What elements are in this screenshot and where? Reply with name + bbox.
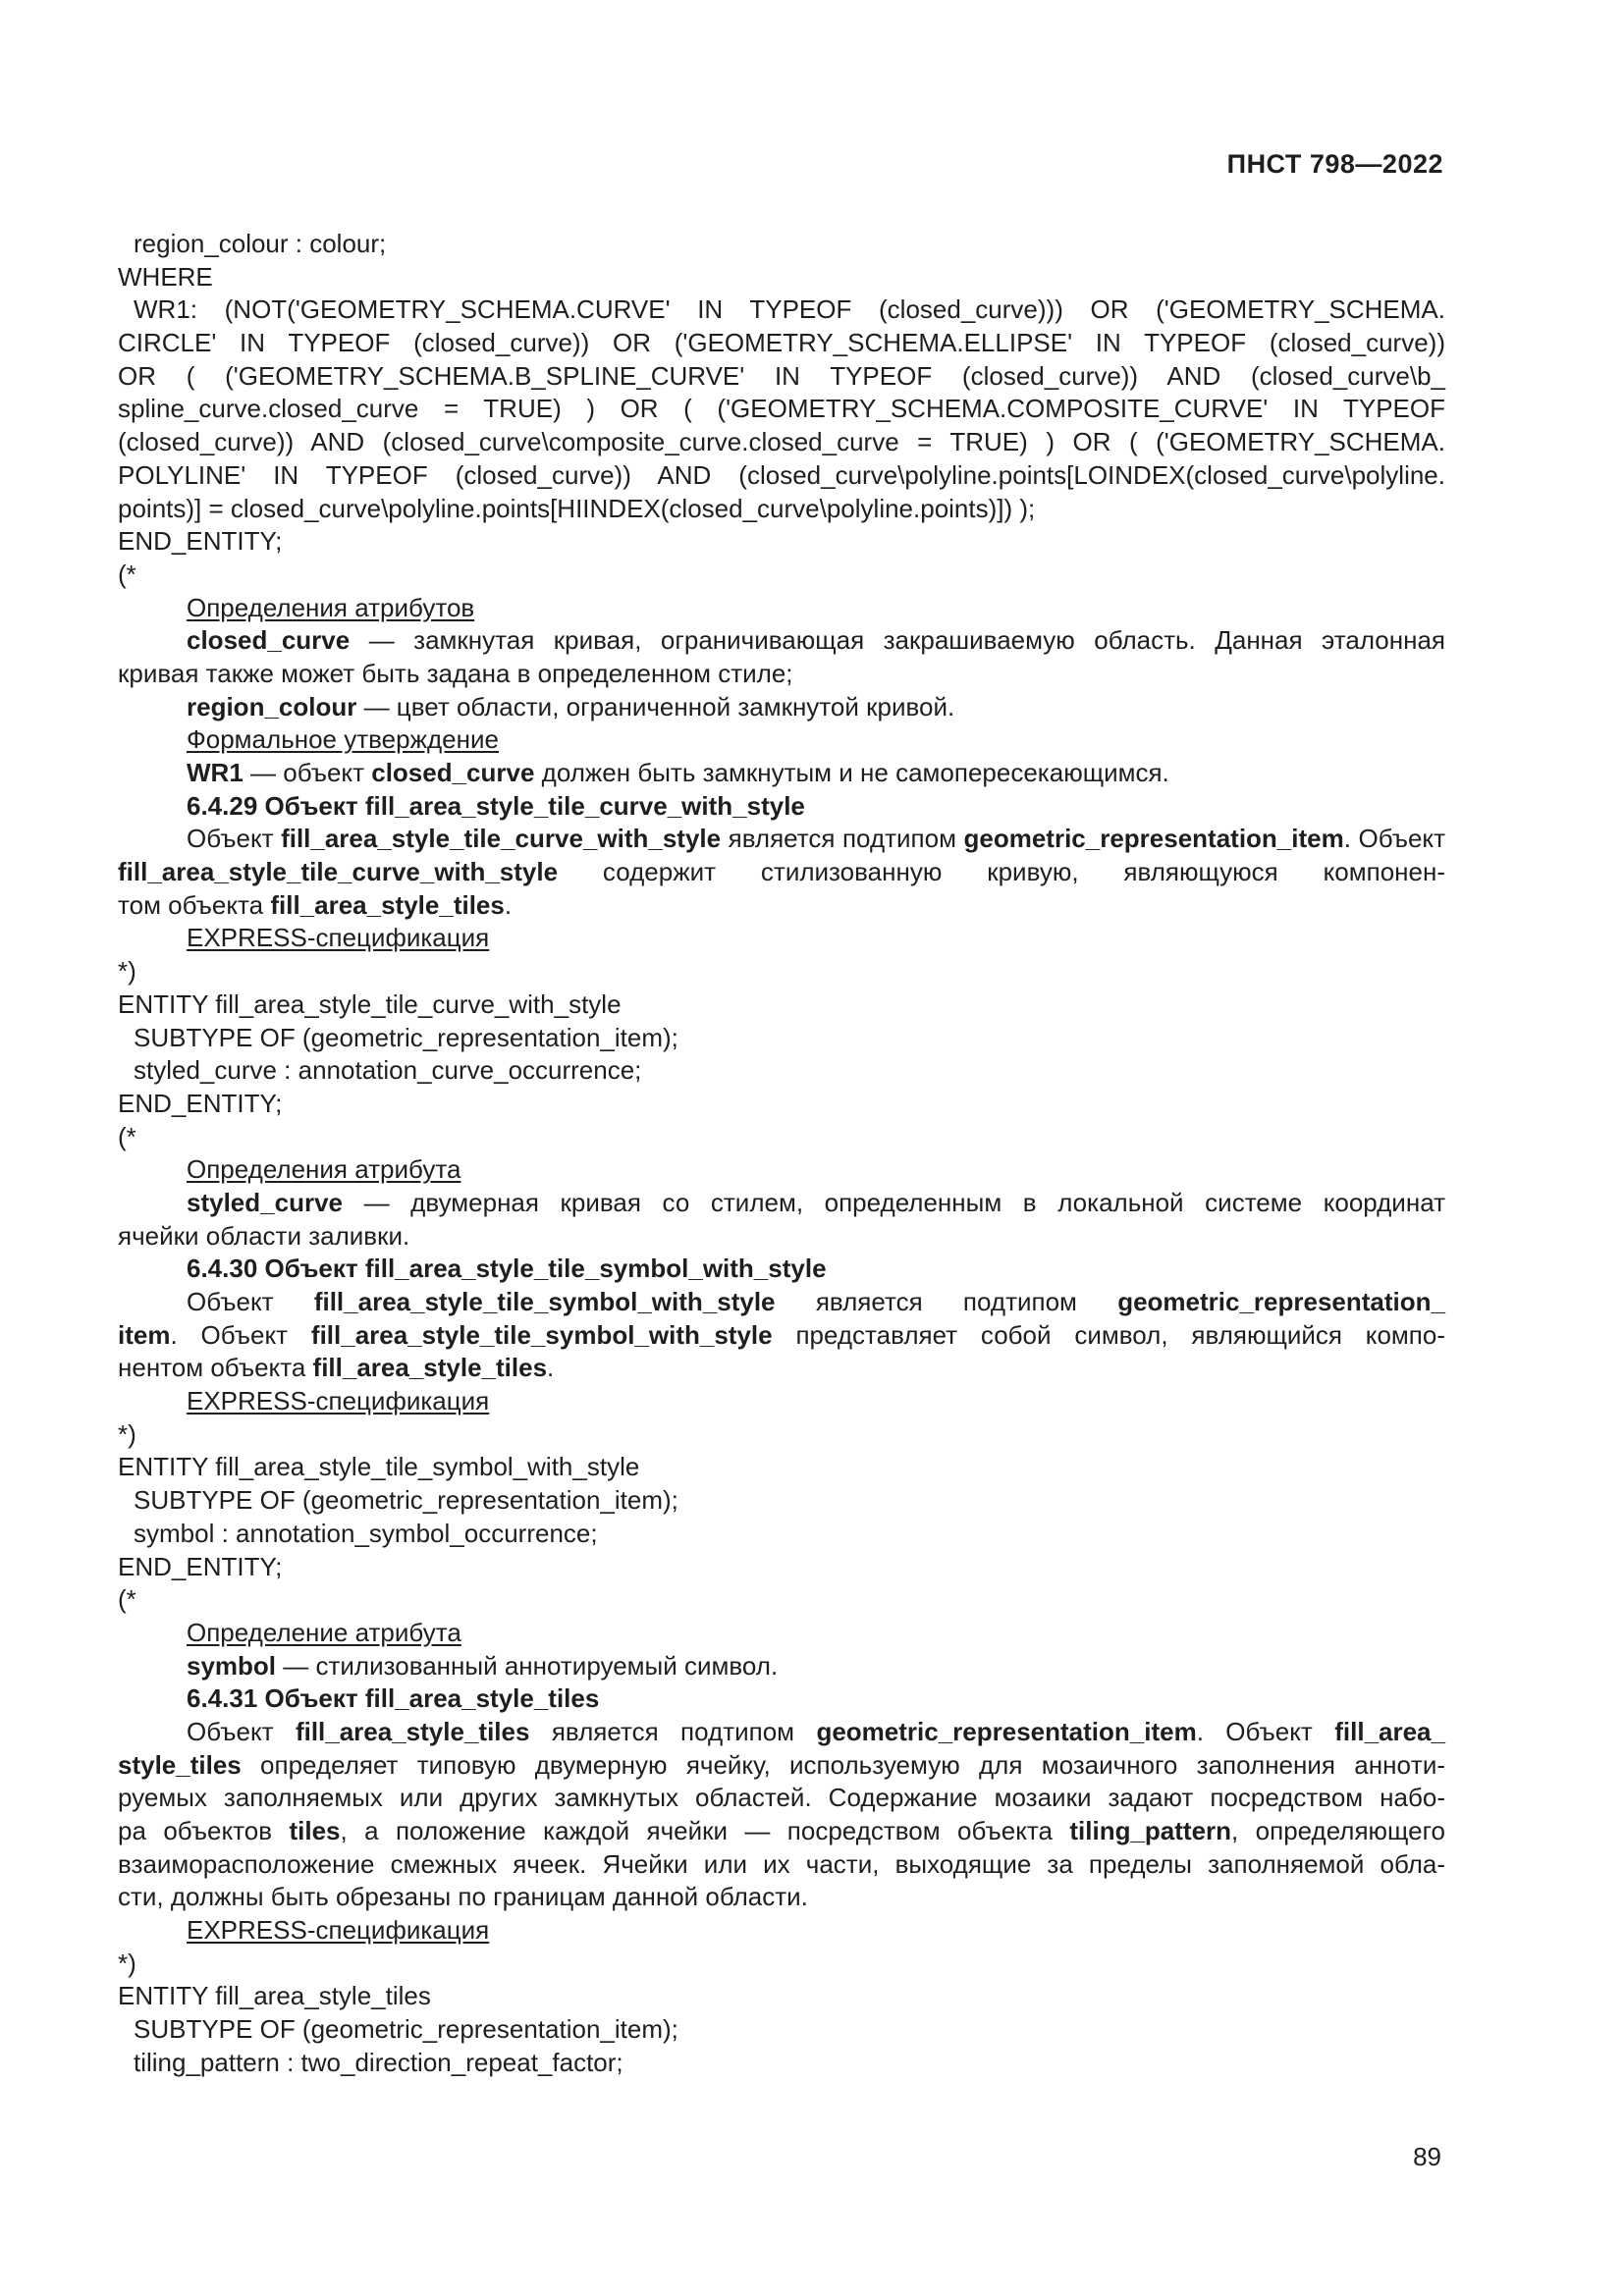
paragraph-line: Объект fill_area_style_tile_curve_with_style является подтипом geometric_representation_item. Объект — [187, 824, 1446, 854]
paragraph-line: ра объектов tiles, а положение каждой ячейки — посредством объекта tiling_pattern, определяющего — [118, 1816, 1445, 1845]
paragraph-line: Объект fill_area_style_tile_symbol_with_style является подтипом geometric_representation_ — [187, 1287, 1445, 1316]
code-line: spline_curve.closed_curve = TRUE) ) OR ( ('GEOMETRY_SCHEMA.COMPOSITE_CURVE' IN TYPEOF — [118, 394, 1445, 424]
paragraph-line: нентом объекта fill_area_style_tiles. — [118, 1353, 555, 1383]
paragraph-line: руемых заполняемых или других замкнутых областей. Содержание мозаики задают посредством набо- — [118, 1783, 1445, 1813]
formal-statement-heading: Формальное утверждение — [187, 724, 499, 755]
code-line: (* — [118, 559, 136, 589]
definition-line: WR1 — объект closed_curve должен быть замкнутым и не самопересекающимся. — [187, 758, 1169, 787]
attr-definition-heading: Определения атрибута — [187, 1154, 461, 1185]
page-number: 89 — [1413, 2142, 1441, 2171]
term: WR1 — [187, 758, 244, 787]
paragraph-line: fill_area_style_tile_curve_with_style содержит стилизованную кривую, являющуюся компонен- — [118, 857, 1445, 887]
term: region_colour — [187, 691, 357, 721]
express-spec-heading: EXPRESS-спецификация — [187, 1386, 490, 1416]
code-line: *) — [118, 1948, 136, 1978]
code-line: points)] = closed_curve\polyline.points[HIINDEX(closed_curve\polyline.points)]) ); — [118, 493, 1036, 523]
code-line: WHERE — [118, 261, 213, 292]
paragraph-line: Объект fill_area_style_tiles является подтипом geometric_representation_item. Объект fill_area_ — [187, 1716, 1445, 1746]
code-line: *) — [118, 956, 136, 987]
code-line: SUBTYPE OF (geometric_representation_item); — [134, 2014, 678, 2045]
code-line: SUBTYPE OF (geometric_representation_item); — [134, 1485, 678, 1516]
code-line: CIRCLE' IN TYPEOF (closed_curve)) OR ('GEOMETRY_SCHEMA.ELLIPSE' IN TYPEOF (closed_curve)) — [118, 328, 1445, 358]
code-line: END_ENTITY; — [118, 1551, 283, 1581]
express-spec-heading: EXPRESS-спецификация — [187, 1915, 490, 1946]
attr-definitions-heading: Определения атрибутов — [187, 592, 475, 622]
paragraph-line: том объекта fill_area_style_tiles. — [118, 889, 513, 920]
code-line: WR1: (NOT('GEOMETRY_SCHEMA.CURVE' IN TYPEOF (closed_curve))) OR ('GEOMETRY_SCHEMA. — [134, 294, 1445, 325]
section-heading: 6.4.30 Объект fill_area_style_tile_symbol_with_style — [187, 1254, 827, 1284]
code-line: (* — [118, 1121, 136, 1151]
section-heading: 6.4.29 Объект fill_area_style_tile_curve_with_style — [187, 790, 805, 821]
attr-definition-heading: Определение атрибута — [187, 1617, 461, 1647]
code-line: OR ( ('GEOMETRY_SCHEMA.B_SPLINE_CURVE' IN TYPEOF (closed_curve)) AND (closed_curve\b_ — [118, 360, 1445, 391]
code-line: (* — [118, 1584, 136, 1615]
paragraph-line: item. Объект fill_area_style_tile_symbol_with_style представляет собой символ, являющийся компо- — [118, 1319, 1445, 1350]
definition-line: closed_curve — замкнутая кривая, ограничивающая закрашиваемую область. Данная эталонная — [187, 625, 1445, 656]
definition-line: symbol — стилизованный аннотируемый символ. — [187, 1650, 779, 1681]
paragraph-line: взаиморасположение смежных ячеек. Ячейки или их части, выходящие за пределы заполняемой обла- — [118, 1848, 1445, 1879]
code-line: ENTITY fill_area_style_tiles — [118, 1981, 431, 2011]
definition-line: кривая также может быть задана в определенном стиле; — [118, 658, 793, 688]
paragraph-line: style_tiles определяет типовую двумерную ячейку, используемую для мозаичного заполнения аннoти- — [118, 1749, 1445, 1780]
code-line: styled_curve : annotation_curve_occurrence; — [134, 1055, 642, 1086]
definition-line: region_colour — цвет области, ограниченной замкнутой кривой. — [187, 691, 955, 721]
code-line: (closed_curve)) AND (closed_curve\composite_curve.closed_curve = TRUE) ) OR ( ('GEOMETRY_SCHEMA. — [118, 427, 1445, 457]
definition-line: ячейки области заливки. — [118, 1220, 410, 1251]
code-line: ENTITY fill_area_style_tile_curve_with_style — [118, 988, 622, 1019]
code-line: SUBTYPE OF (geometric_representation_item); — [134, 1022, 678, 1052]
code-line: END_ENTITY; — [118, 526, 283, 557]
code-line: region_colour : colour; — [134, 229, 387, 258]
code-line: POLYLINE' IN TYPEOF (closed_curve)) AND (closed_curve\polyline.points[LOINDEX(closed_curve\polyline. — [118, 459, 1445, 490]
section-heading: 6.4.31 Объект fill_area_style_tiles — [187, 1683, 600, 1714]
express-spec-heading: EXPRESS-спецификация — [187, 923, 490, 953]
code-line: END_ENTITY; — [118, 1088, 283, 1118]
term: closed_curve — [187, 625, 351, 656]
definition-line: styled_curve — двумерная кривая со стилем, определенным в локальной системе координат — [187, 1187, 1445, 1217]
document-body — [118, 228, 1445, 2080]
code-line: symbol : annotation_symbol_occurrence; — [134, 1518, 598, 1548]
paragraph-line: сти, должны быть обрезаны по границам данной области. — [118, 1882, 808, 1912]
document-id-header: ПНСТ 798—2022 — [1226, 149, 1443, 179]
code-line: ENTITY fill_area_style_tile_symbol_with_style — [118, 1452, 640, 1482]
code-line: *) — [118, 1418, 136, 1449]
wr1-rule — [118, 294, 1445, 525]
code-line: tiling_pattern : two_direction_repeat_factor; — [134, 2047, 623, 2077]
